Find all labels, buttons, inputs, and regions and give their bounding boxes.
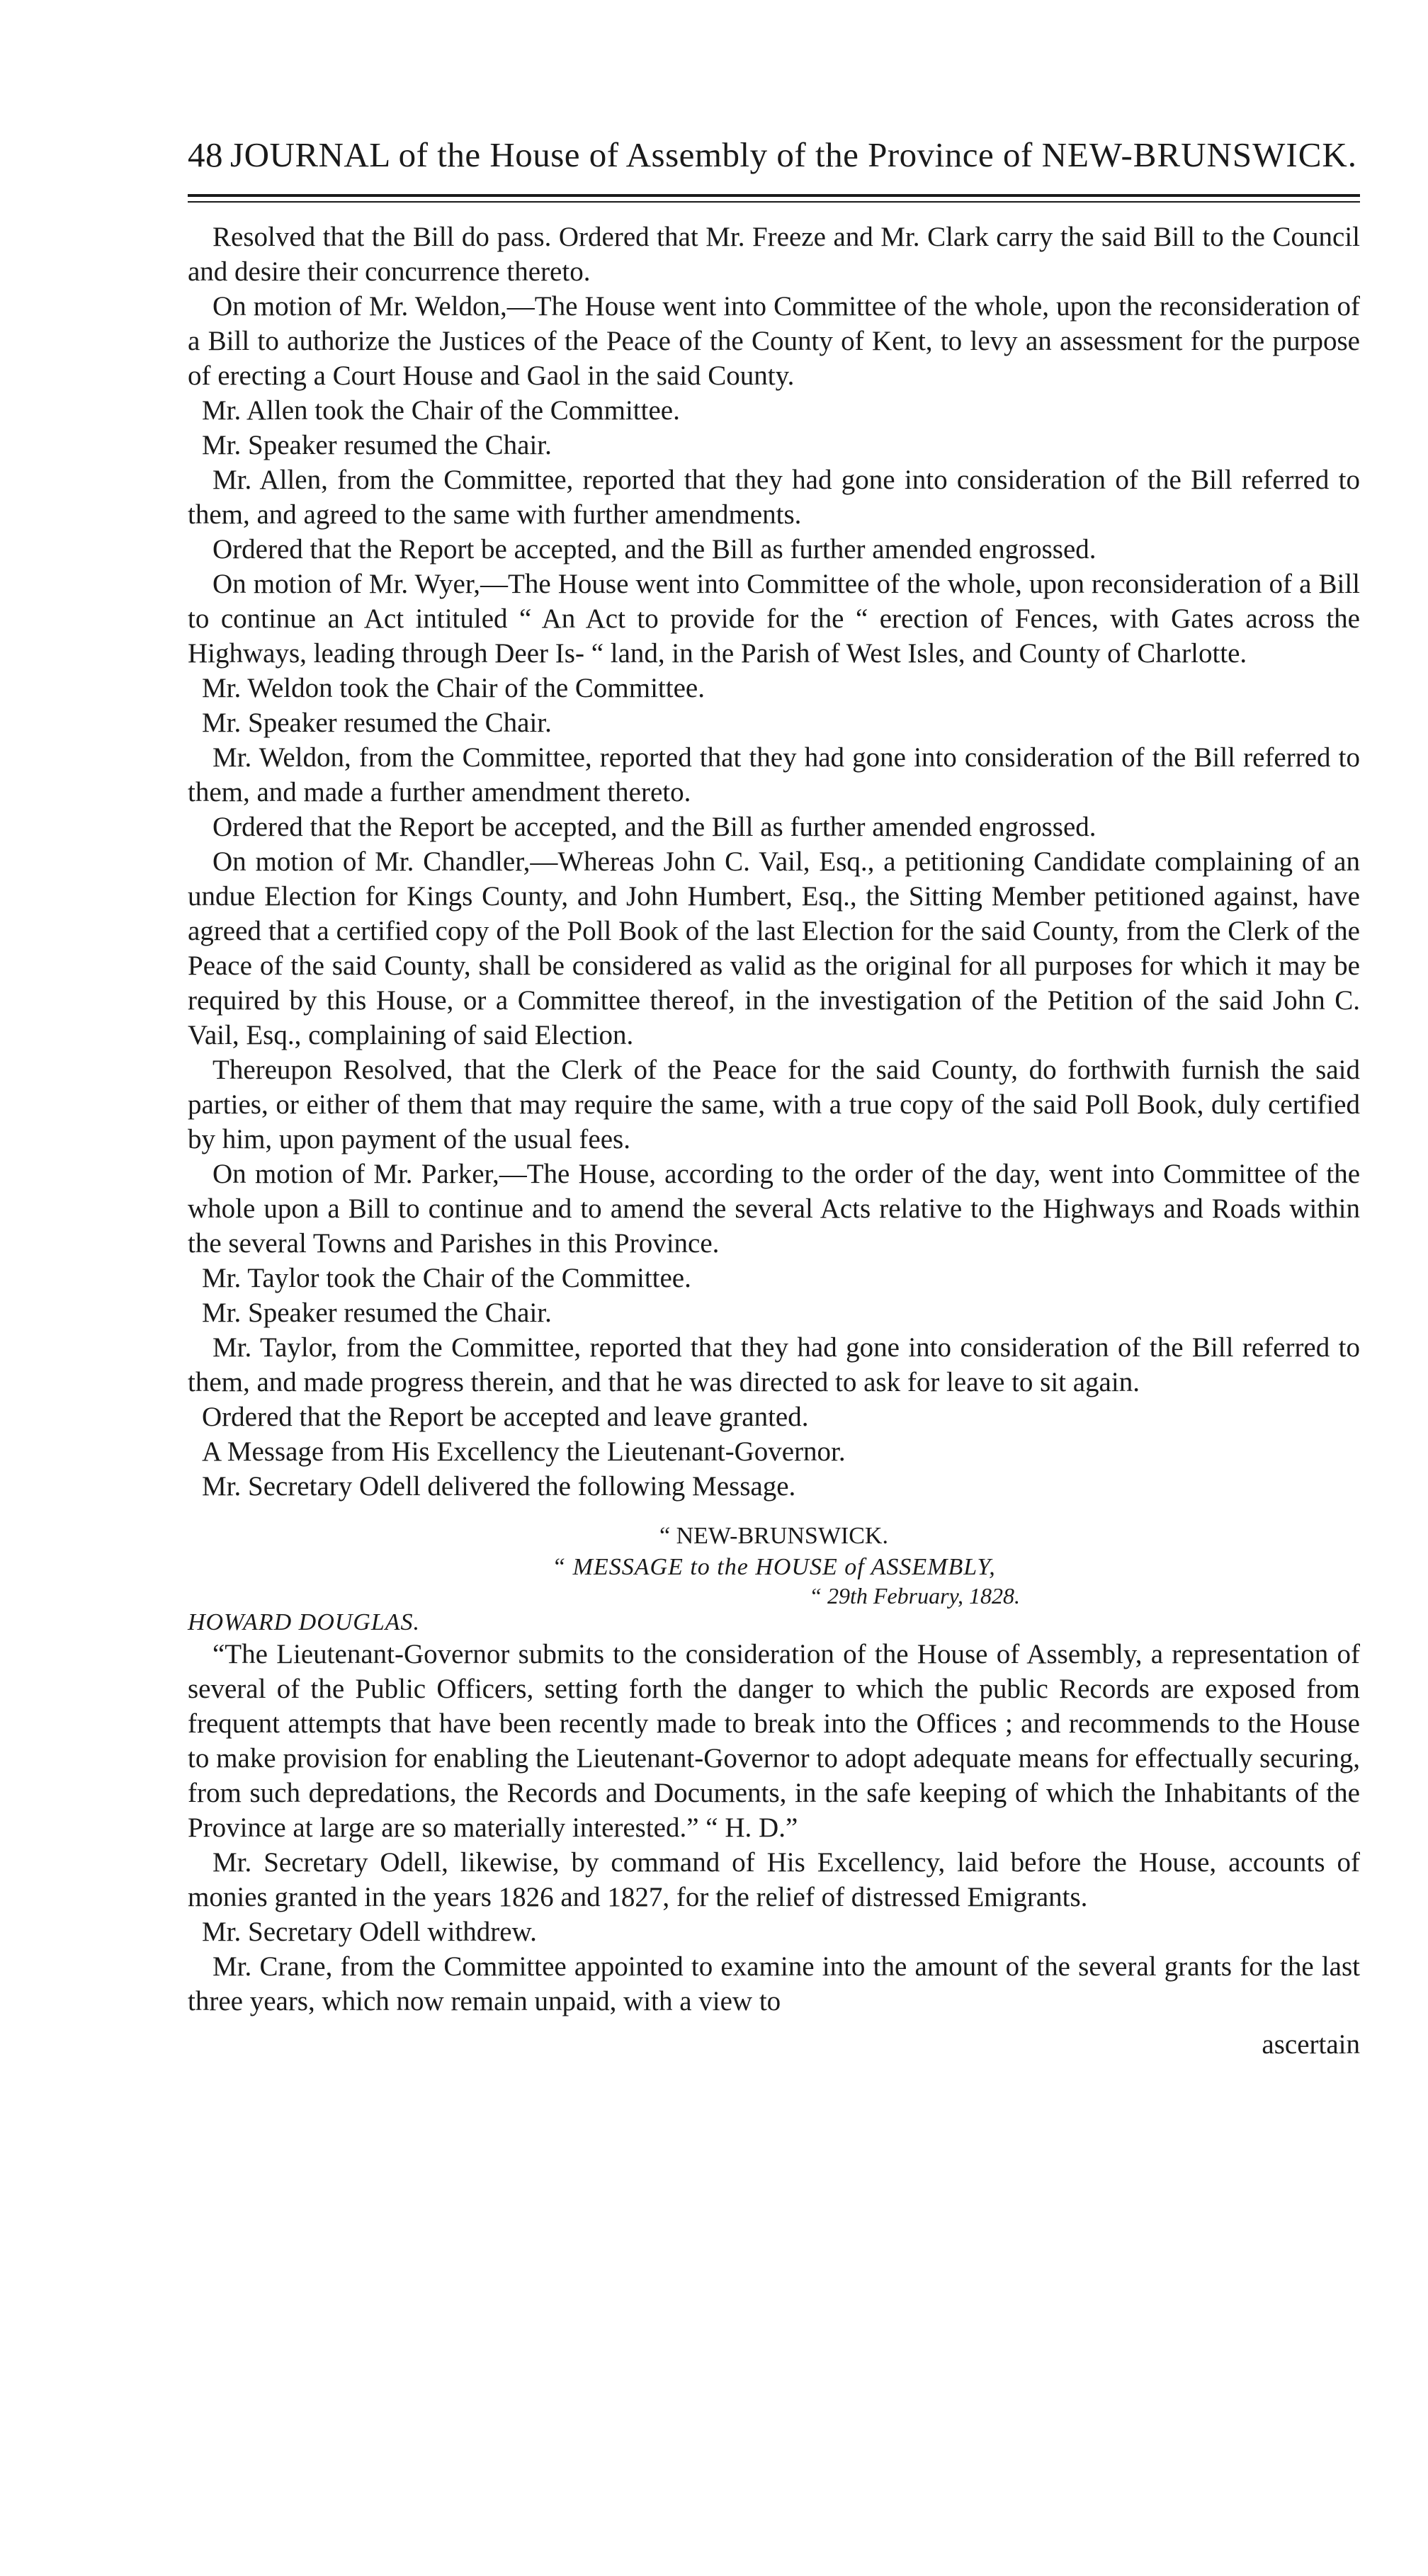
journal-body: [188, 220, 1360, 2019]
catchword: ascertain: [1262, 2029, 1360, 2060]
paragraph-message-announced: A Message from His Excellency the Lieutenant-Governor.: [202, 1436, 846, 1467]
title-prefix: JOURNAL of the House of Assembly of the Province of: [230, 135, 1033, 174]
page-number: 48: [188, 135, 223, 174]
message-heading: [188, 1521, 1360, 1583]
message-signature: HOWARD DOUGLAS.: [188, 1609, 421, 1635]
header-rule: [188, 191, 1360, 220]
message-heading-province: “ NEW-BRUNSWICK.: [659, 1523, 888, 1549]
paragraph-weldon-chair: Mr. Weldon took the Chair of the Committee.: [202, 673, 705, 703]
paragraph-ordered-engrossed: Ordered that the Report be accepted, and the Bill as further amended engrossed.: [212, 534, 1096, 564]
paragraph-allen-chair: Mr. Allen took the Chair of the Committee.: [202, 395, 680, 426]
paragraph-thereupon-resolved: Thereupon Resolved, that the Clerk of the Peace for the said County, do forthwith furnish the said parties, or either of them that may require the same, with a true copy of the said Poll Book, duly certified by him, upon payment of the usual fees.: [188, 1055, 1360, 1154]
message-date: “ 29th February, 1828.: [809, 1583, 1020, 1608]
paragraph-ordered-engrossed: Ordered that the Report be accepted, and the Bill as further amended engrossed.: [212, 812, 1096, 842]
paragraph-taylor-report: Mr. Taylor, from the Committee, reported that they had gone into consideration of the Bill referred to them, and made progress therein, and that he was directed to ask for leave to sit again.: [188, 1332, 1360, 1397]
journal-page: [188, 120, 1360, 2062]
paragraph-odell-delivered: Mr. Secretary Odell delivered the following Message.: [202, 1471, 796, 1502]
running-header: [188, 120, 1360, 191]
paragraph-crane-committee: Mr. Crane, from the Committee appointed to examine into the amount of the several grants for the last three years, which now remain unpaid, with a view to: [188, 1951, 1360, 2016]
message-body: “The Lieutenant-Governor submits to the consideration of the House of Assembly, a representation of several of the Public Officers, setting forth the danger to which the public Records are exposed from frequent attempts that have been recently made to break into the Offices ; and recommends to the House to make provision for enabling the Lieutenant-Governor to adopt adequate means for effectually securing, from such depredations, the Records and Documents, in the safe keeping of which the Inhabitants of the Province at large are so materially interested.” “ H. D.”: [188, 1639, 1360, 1843]
paragraph-odell-accounts: Mr. Secretary Odell, likewise, by command of His Excellency, laid before the House, accounts of monies granted in the years 1826 and 1827, for the relief of distressed Emigrants.: [188, 1847, 1360, 1912]
paragraph-leave-granted: Ordered that the Report be accepted and leave granted.: [202, 1402, 809, 1432]
paragraph-motion-wyer: On motion of Mr. Wyer,—The House went into Committee of the whole, upon reconsideration of a Bill to continue an Act intituled “ An Act to provide for the “ erection of Fences, with Gates across the Highways, leading through Deer Is- “ land, in the Parish of West Isles, and County of Charlotte.: [188, 569, 1360, 669]
paragraph-speaker-resumed: Mr. Speaker resumed the Chair.: [202, 708, 552, 738]
paragraph-resolved-bill-pass: Resolved that the Bill do pass. Ordered that Mr. Freeze and Mr. Clark carry the said Bill to the Council and desire their concurrence thereto.: [188, 222, 1360, 287]
message-heading-title: “ MESSAGE to the HOUSE of ASSEMBLY,: [552, 1554, 996, 1580]
paragraph-weldon-report: Mr. Weldon, from the Committee, reported that they had gone into consideration of the Bill referred to them, and made a further amendment thereto.: [188, 742, 1360, 807]
paragraph-motion-parker: On motion of Mr. Parker,—The House, according to the order of the day, went into Committee of the whole upon a Bill to continue and to amend the several Acts relative to the Highways and Roads within the several Towns and Parishes in this Province.: [188, 1159, 1360, 1259]
page-title: [230, 135, 1357, 175]
paragraph-motion-weldon: On motion of Mr. Weldon,—The House went into Committee of the whole, upon the reconsideration of a Bill to authorize the Justices of the Peace of the County of Kent, to levy an assessment for the purpose of erecting a Court House and Gaol in the said County.: [188, 291, 1360, 391]
paragraph-speaker-resumed: Mr. Speaker resumed the Chair.: [202, 430, 552, 460]
paragraph-odell-withdrew: Mr. Secretary Odell withdrew.: [202, 1917, 537, 1947]
paragraph-allen-report: Mr. Allen, from the Committee, reported that they had gone into consideration of the Bill referred to them, and agreed to the same with further amendments.: [188, 465, 1360, 530]
paragraph-speaker-resumed: Mr. Speaker resumed the Chair.: [202, 1298, 552, 1328]
paragraph-taylor-chair: Mr. Taylor took the Chair of the Committee.: [202, 1263, 691, 1293]
title-province: NEW-BRUNSWICK.: [1041, 135, 1358, 174]
paragraph-motion-chandler: On motion of Mr. Chandler,—Whereas John C. Vail, Esq., a petitioning Candidate complaining of an undue Election for Kings County, and John Humbert, Esq., the Sitting Member petitioned against, have agreed that a certified copy of the Poll Book of the last Election for the said County, from the Clerk of the Peace of the said County, shall be considered as valid as the original for all purposes for which it may be required by this House, or a Committee thereof, in the investigation of the Petition of the said John C. Vail, Esq., complaining of said Election.: [188, 846, 1360, 1050]
